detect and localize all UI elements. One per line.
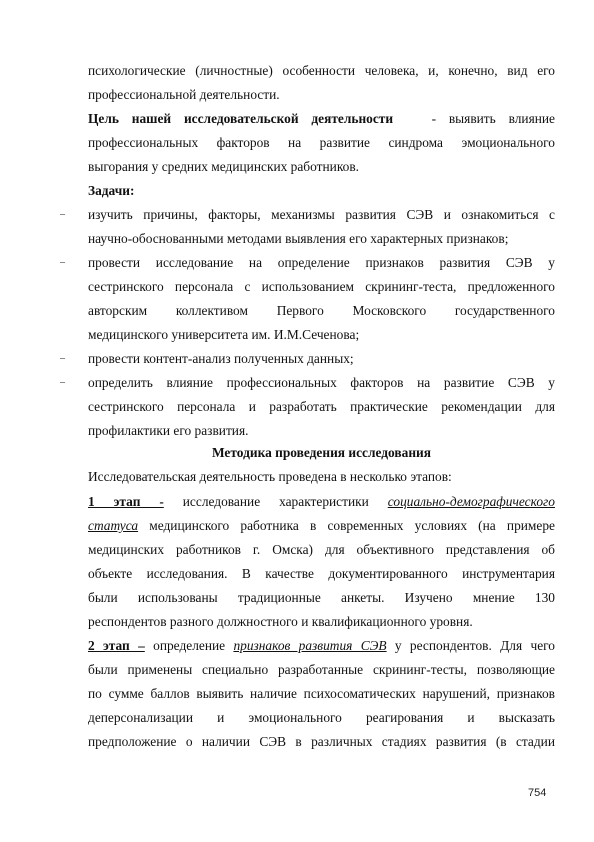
text-line: провести исследование на определение признаков развития СЭВ у [88,255,555,270]
stage-1-term: социально-демографического [387,494,555,509]
task-item-4 [88,371,555,443]
text-line: провести контент-анализ полученных данных; [88,351,354,366]
task-item-2 [88,251,555,347]
text-span: у респондентов. Для чего [394,638,555,653]
bullet-dash-icon: – [60,209,65,220]
stage-2-first-line [88,634,555,658]
text-line: авторским коллективом Первого Московского государственного [88,303,555,318]
text-line: психологические (личностные) особенности человека, и, конечно, вид его [88,63,555,78]
task-item-1 [88,203,555,251]
text-line: медицинских работников г. Омска) для объективного представления об [88,542,555,557]
stage-1-term-cont: статуса [88,518,139,533]
text-line: были использованы традиционные анкеты. Изучено мнение 130 [88,590,555,605]
text-line: деперсонализации и эмоционального реагирования и высказать [88,710,555,725]
tasks-heading: Задачи: [88,183,135,198]
text-line: Исследовательская деятельность проведена в несколько этапов: [88,469,452,484]
text-line: медицинского университета им. И.М.Сеченова; [88,327,360,342]
stage-1-first-line [88,490,555,514]
text-line: определить влияние профессиональных факторов на развитие СЭВ у [88,375,555,390]
stage-2-label: 2 этап – [88,638,145,653]
text-span: определение [153,638,226,653]
text-line: были применены специально разработанные скрининг-тесты, позволяющие [88,662,555,677]
page-number: 754 [528,787,547,799]
text-span: медицинского работника в современных условиях (на примере [149,518,555,533]
text-line: профилактики его развития. [88,423,249,438]
stage-2-term: признаков развития СЭВ [233,638,387,653]
task-item-3 [88,347,555,371]
goal-text: - выявить влияние [431,111,556,126]
text-line: изучить причины, факторы, механизмы развития СЭВ и ознакомиться с [88,207,555,222]
text-line: респондентов разного должностного и квалификационного уровня. [88,614,473,629]
method-heading-block [88,441,555,465]
text-line: по сумме баллов выявить наличие психосоматических нарушений, признаков [88,686,555,701]
text-line: объекте исследования. В качестве документированного инструментария [88,566,555,581]
stage-1-paragraph [88,490,555,634]
text-span: исследование характеристики [182,494,369,509]
tasks-heading-block [88,179,555,203]
bullet-dash-icon: – [60,377,65,388]
bullet-dash-icon: – [60,257,65,268]
method-intro [88,465,555,489]
bullet-dash-icon: – [60,353,65,364]
text-line: предположение о наличии СЭВ в различных стадиях развития (в стадии [88,734,555,749]
text-line: сестринского персонала и разработать практические рекомендации для [88,399,555,414]
stage-1-label: 1 этап - [88,494,164,509]
stage-2-paragraph [88,634,555,754]
goal-heading: Цель нашей исследовательской деятельности [88,111,394,126]
intro-paragraph [88,59,555,107]
goal-line [88,107,555,131]
text-line: сестринского персонала с использованием скрининг-теста, предложенного [88,279,555,294]
method-heading: Методика проведения исследования [211,445,432,460]
text-line: научно-обоснованными методами выявления его характерных признаков; [88,231,509,246]
text-line: выгорания у средних медицинских работников. [88,159,360,174]
text-line: профессиональной деятельности. [88,87,280,102]
stage-1-second-line [88,514,555,538]
goal-paragraph [88,107,555,179]
text-line: профессиональных факторов на развитие синдрома эмоционального [88,135,555,150]
